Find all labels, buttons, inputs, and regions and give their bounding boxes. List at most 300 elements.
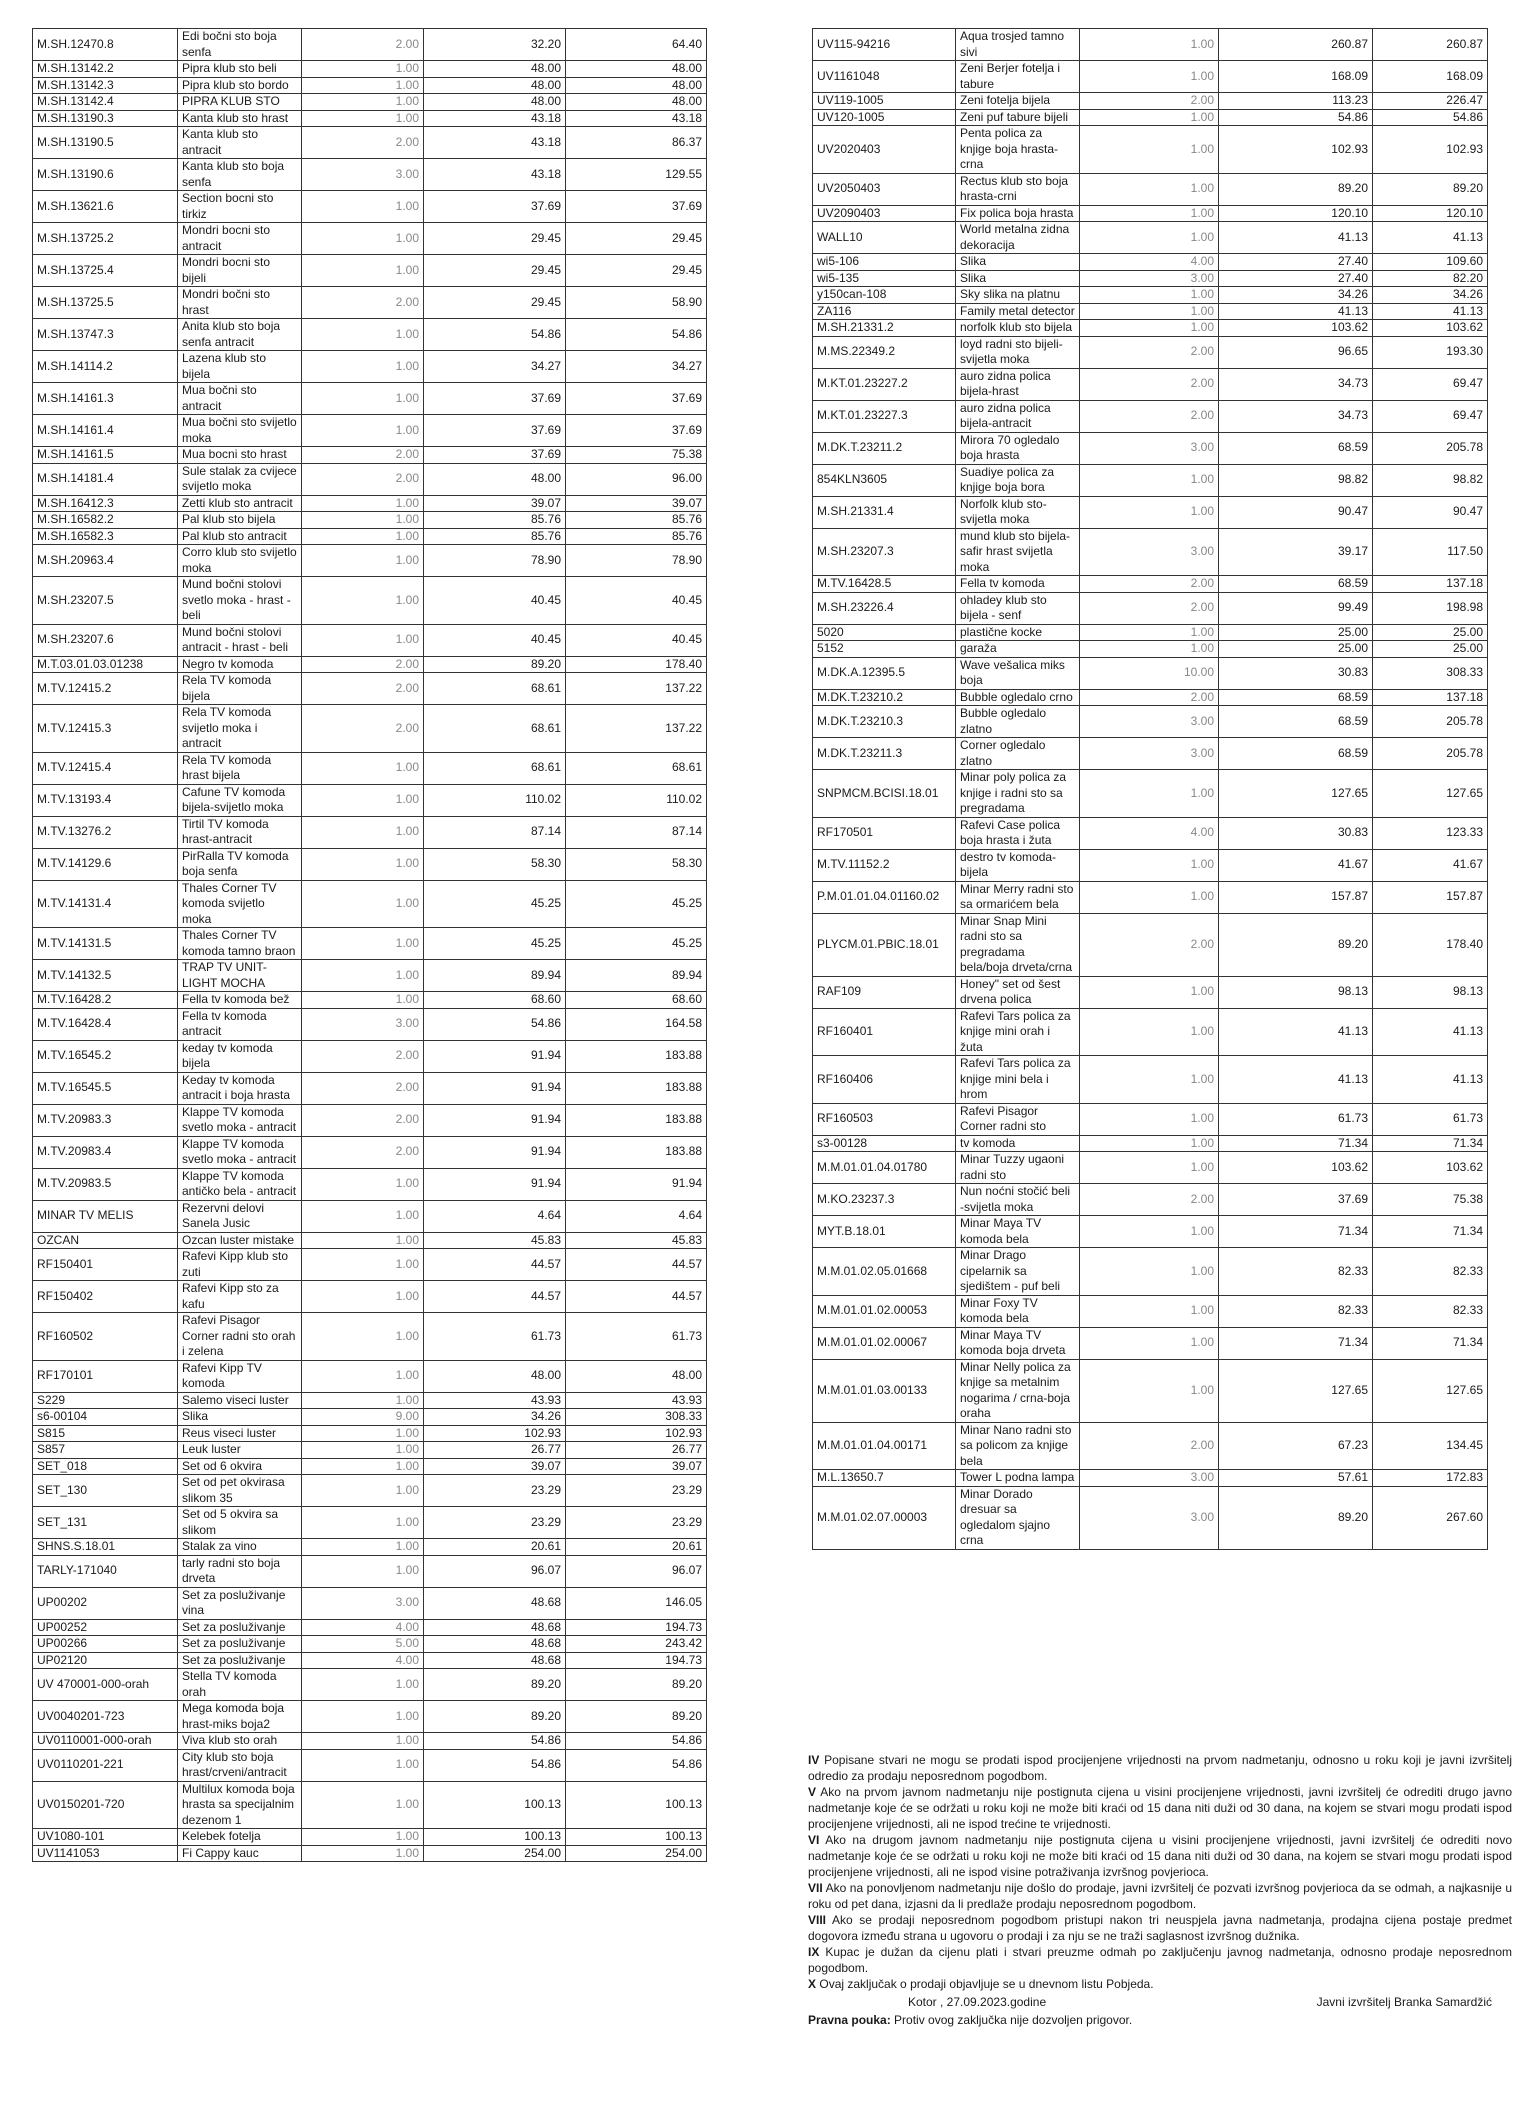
item-quantity: 1.00 [1080, 320, 1219, 337]
item-code: M.SH.13142.3 [33, 77, 178, 94]
item-code: M.SH.23226.4 [813, 592, 956, 624]
item-name: Nun noćni stočić beli -svijetla moka [956, 1184, 1080, 1216]
item-unit-price: 71.34 [1219, 1327, 1373, 1359]
item-name: Set za posluživanje [178, 1619, 302, 1636]
item-name: Rela TV komoda hrast bijela [178, 752, 302, 784]
item-name: Section bocni sto tirkiz [178, 191, 302, 223]
item-quantity: 1.00 [302, 960, 424, 992]
item-code: M.TV.16545.2 [33, 1040, 178, 1072]
item-name: keday tv komoda bijela [178, 1040, 302, 1072]
item-code: UV1141053 [33, 1845, 178, 1862]
item-unit-price: 34.27 [424, 351, 566, 383]
item-unit-price: 100.13 [424, 1829, 566, 1846]
item-name: PirRalla TV komoda boja senfa [178, 848, 302, 880]
item-name: PIPRA KLUB STO [178, 94, 302, 111]
note-text: Kupac je dužan da cijenu plati i stvari preuzme odmah po zaključenju javnog nadmetanja, odnosno prodaje neposrednom pogodbom. [808, 1945, 1512, 1975]
item-unit-price: 71.34 [1219, 1135, 1373, 1152]
item-quantity: 1.00 [1080, 205, 1219, 222]
item-quantity: 2.00 [1080, 400, 1219, 432]
item-quantity: 1.00 [302, 816, 424, 848]
item-total: 48.00 [566, 94, 707, 111]
item-quantity: 2.00 [302, 287, 424, 319]
item-code: M.M.01.01.02.00053 [813, 1295, 956, 1327]
table-row [33, 816, 707, 848]
item-total: 45.25 [566, 928, 707, 960]
table-row [33, 1636, 707, 1653]
item-name: Fi Cappy kauc [178, 1845, 302, 1862]
item-code: UV2020403 [813, 126, 956, 174]
item-unit-price: 113.23 [1219, 93, 1373, 110]
item-total: 69.47 [1373, 400, 1488, 432]
item-name: Slika [956, 270, 1080, 287]
item-total: 45.83 [566, 1232, 707, 1249]
item-code: MYT.B.18.01 [813, 1216, 956, 1248]
item-unit-price: 48.00 [424, 61, 566, 78]
item-name: Zeni puf tabure bijeli [956, 109, 1080, 126]
item-unit-price: 41.13 [1219, 1008, 1373, 1056]
legal-instruction [808, 2012, 1512, 2028]
item-quantity: 2.00 [1080, 592, 1219, 624]
item-quantity: 9.00 [302, 1409, 424, 1426]
item-name: Sule stalak za cvijece svijetlo moka [178, 463, 302, 495]
item-code: M.DK.T.23211.2 [813, 432, 956, 464]
item-total: 98.82 [1373, 464, 1488, 496]
legal-label: Pravna pouka: [808, 2013, 891, 2027]
item-unit-price: 68.59 [1219, 706, 1373, 738]
item-code: M.KT.01.23227.3 [813, 400, 956, 432]
item-unit-price: 29.45 [424, 255, 566, 287]
item-quantity: 1.00 [1080, 1248, 1219, 1296]
item-unit-price: 45.25 [424, 880, 566, 928]
table-row [813, 336, 1488, 368]
item-total: 87.14 [566, 816, 707, 848]
item-name: Lazena klub sto bijela [178, 351, 302, 383]
item-code: M.SH.13725.5 [33, 287, 178, 319]
table-row [813, 368, 1488, 400]
item-code: M.SH.16582.3 [33, 528, 178, 545]
item-quantity: 3.00 [1080, 738, 1219, 770]
item-name: Fella tv komoda [956, 576, 1080, 593]
item-total: 89.20 [566, 1669, 707, 1701]
table-row [33, 784, 707, 816]
item-unit-price: 40.45 [424, 624, 566, 656]
item-code: SET_131 [33, 1507, 178, 1539]
table-row [813, 817, 1488, 849]
table-row [33, 61, 707, 78]
table-row [33, 94, 707, 111]
note-text: Ako se prodaji neposrednom pogodbom pristupi nakon tri neuspjela javna nadmetanja, prodajna cijena postaje predmet dogovora između strana u ugovoru o prodaji i za nju se ne traži saglasnost izvršnog dužnika. [808, 1913, 1513, 1943]
item-total: 71.34 [1373, 1327, 1488, 1359]
item-total: 82.33 [1373, 1295, 1488, 1327]
item-quantity: 1.00 [1080, 624, 1219, 641]
item-code: M.SH.23207.3 [813, 528, 956, 576]
item-quantity: 1.00 [1080, 464, 1219, 496]
table-row [813, 61, 1488, 93]
item-code: M.SH.16582.2 [33, 512, 178, 529]
item-name: Ozcan luster mistake [178, 1232, 302, 1249]
item-name: garaža [956, 641, 1080, 658]
item-total: 85.76 [566, 528, 707, 545]
item-code: M.SH.13621.6 [33, 191, 178, 223]
item-unit-price: 96.07 [424, 1555, 566, 1587]
table-row [33, 1781, 707, 1829]
item-total: 44.57 [566, 1249, 707, 1281]
item-unit-price: 48.00 [424, 463, 566, 495]
item-name: Pipra klub sto beli [178, 61, 302, 78]
item-quantity: 1.00 [302, 545, 424, 577]
item-unit-price: 89.20 [1219, 1486, 1373, 1549]
item-total: 137.18 [1373, 576, 1488, 593]
table-row [813, 976, 1488, 1008]
item-total: 34.27 [566, 351, 707, 383]
item-name: Minar Snap Mini radni sto sa pregradama bela/boja drveta/crna [956, 913, 1080, 976]
item-code: UP00252 [33, 1619, 178, 1636]
item-total: 127.65 [1373, 1359, 1488, 1422]
item-name: Rafevi Tars polica za knjige mini bela i hrom [956, 1056, 1080, 1104]
item-quantity: 1.00 [1080, 1295, 1219, 1327]
item-unit-price: 68.59 [1219, 738, 1373, 770]
table-row [33, 1008, 707, 1040]
item-total: 103.62 [1373, 320, 1488, 337]
item-total: 48.00 [566, 77, 707, 94]
item-quantity: 1.00 [1080, 173, 1219, 205]
item-unit-price: 54.86 [424, 319, 566, 351]
item-name: Minar Dorado dresuar sa ogledalom sjajno crna [956, 1486, 1080, 1549]
item-name: Tower L podna lampa [956, 1470, 1080, 1487]
item-quantity: 1.00 [302, 255, 424, 287]
legal-text: Protiv ovog zaključka nije dozvoljen prigovor. [894, 2013, 1133, 2027]
table-row [33, 545, 707, 577]
table-row [813, 320, 1488, 337]
item-unit-price: 68.59 [1219, 432, 1373, 464]
item-quantity: 1.00 [302, 512, 424, 529]
table-row [813, 706, 1488, 738]
item-name: Mua bocni sto hrast [178, 447, 302, 464]
item-total: 96.00 [566, 463, 707, 495]
item-quantity: 1.00 [1080, 287, 1219, 304]
item-code: UP02120 [33, 1652, 178, 1669]
item-quantity: 1.00 [302, 1845, 424, 1862]
item-name: Rezervni delovi Sanela Jusic [178, 1200, 302, 1232]
item-total: 25.00 [1373, 641, 1488, 658]
item-unit-price: 85.76 [424, 528, 566, 545]
item-unit-price: 43.93 [424, 1392, 566, 1409]
item-unit-price: 87.14 [424, 816, 566, 848]
item-name: Mondri bocni sto bijeli [178, 255, 302, 287]
table-row [33, 1475, 707, 1507]
item-code: M.L.13650.7 [813, 1470, 956, 1487]
item-name: Corner ogledalo zlatno [956, 738, 1080, 770]
item-total: 29.45 [566, 223, 707, 255]
note-paragraph [808, 1880, 1512, 1912]
item-name: Leuk luster [178, 1442, 302, 1459]
item-name: Wave vešalica miks boja [956, 657, 1080, 689]
item-name: Slika [956, 254, 1080, 271]
item-quantity: 1.00 [302, 351, 424, 383]
item-total: 26.77 [566, 1442, 707, 1459]
item-name: Thales Corner TV komoda tamno braon [178, 928, 302, 960]
item-total: 75.38 [1373, 1184, 1488, 1216]
note-text: Ako na drugom javnom nadmetanju nije postignuta cijena u visini procijenjene vrijednosti, javni izvršitelj će odrediti novo nadmetanje koje će se održati u roku koji ne može biti kraći od 15 dana niti duži od 30 dana, na kojem se stvari mogu prodati ispod procijenjene vrijednosti, ali ne ispod visine potraživanja izvršnog povjerioca. [808, 1833, 1512, 1879]
table-row [813, 254, 1488, 271]
item-total: 102.93 [566, 1425, 707, 1442]
item-unit-price: 43.18 [424, 110, 566, 127]
item-unit-price: 40.45 [424, 577, 566, 625]
item-unit-price: 57.61 [1219, 1470, 1373, 1487]
note-paragraph [808, 1912, 1512, 1944]
note-number: VI [808, 1833, 820, 1847]
item-unit-price: 32.20 [424, 29, 566, 61]
item-quantity: 3.00 [302, 159, 424, 191]
item-quantity: 1.00 [302, 1829, 424, 1846]
item-quantity: 1.00 [302, 319, 424, 351]
note-number: VIII [808, 1913, 827, 1927]
item-quantity: 1.00 [302, 1733, 424, 1750]
item-quantity: 2.00 [302, 1040, 424, 1072]
item-unit-price: 71.34 [1219, 1216, 1373, 1248]
table-row [33, 705, 707, 753]
note-text: Popisane stvari ne mogu se prodati ispod procijenjene vrijednosti na prvom nadmetanju, odnosno u roku koji je javni izvršitelj odredio za prodaju neposrednom pogodbom. [808, 1753, 1512, 1783]
item-code: M.TV.12415.3 [33, 705, 178, 753]
item-quantity: 1.00 [302, 1442, 424, 1459]
table-row [813, 270, 1488, 287]
item-total: 146.05 [566, 1587, 707, 1619]
item-unit-price: 20.61 [424, 1539, 566, 1556]
item-name: Set za posluživanje [178, 1652, 302, 1669]
item-quantity: 2.00 [1080, 689, 1219, 706]
item-code: y150can-108 [813, 287, 956, 304]
item-name: Reus viseci luster [178, 1425, 302, 1442]
item-name: auro zidna polica bijela-hrast [956, 368, 1080, 400]
item-code: M.M.01.01.02.00067 [813, 1327, 956, 1359]
table-row [33, 1136, 707, 1168]
item-total: 198.98 [1373, 592, 1488, 624]
item-code: M.TV.14131.5 [33, 928, 178, 960]
item-name: Zetti klub sto antracit [178, 495, 302, 512]
item-name: Pipra klub sto bordo [178, 77, 302, 94]
item-total: 25.00 [1373, 624, 1488, 641]
item-name: Minar Nano radni sto sa policom za knjige bela [956, 1422, 1080, 1470]
table-row [33, 1749, 707, 1781]
item-quantity: 2.00 [302, 447, 424, 464]
note-paragraph [808, 1784, 1512, 1832]
item-unit-price: 27.40 [1219, 270, 1373, 287]
table-row [813, 496, 1488, 528]
item-code: M.TV.20983.4 [33, 1136, 178, 1168]
item-name: Rafevi Kipp sto za kafu [178, 1281, 302, 1313]
item-name: Mund bočni stolovi svetlo moka - hrast - beli [178, 577, 302, 625]
item-code: UV2050403 [813, 173, 956, 205]
item-code: M.TV.13193.4 [33, 784, 178, 816]
item-total: 226.47 [1373, 93, 1488, 110]
item-quantity: 1.00 [302, 1281, 424, 1313]
item-unit-price: 91.94 [424, 1104, 566, 1136]
item-name: Kanta klub sto boja senfa [178, 159, 302, 191]
item-name: Rafevi Kipp klub sto zuti [178, 1249, 302, 1281]
item-total: 308.33 [566, 1409, 707, 1426]
item-unit-price: 127.65 [1219, 770, 1373, 818]
table-row [33, 577, 707, 625]
legal-notes [808, 1752, 1512, 2028]
item-name: Pal klub sto antracit [178, 528, 302, 545]
item-unit-price: 89.94 [424, 960, 566, 992]
table-row [33, 223, 707, 255]
item-total: 100.13 [566, 1829, 707, 1846]
item-code: M.SH.13747.3 [33, 319, 178, 351]
item-name: Kelebek fotelja [178, 1829, 302, 1846]
item-total: 23.29 [566, 1475, 707, 1507]
table-row [33, 191, 707, 223]
item-name: Rectus klub sto boja hrasta-crni [956, 173, 1080, 205]
item-unit-price: 260.87 [1219, 29, 1373, 61]
item-name: Mund bočni stolovi antracit - hrast - beli [178, 624, 302, 656]
item-name: Rafevi Tars polica za knjige mini orah i žuta [956, 1008, 1080, 1056]
item-unit-price: 45.25 [424, 928, 566, 960]
item-code: 854KLN3605 [813, 464, 956, 496]
item-quantity: 5.00 [302, 1636, 424, 1653]
item-unit-price: 98.13 [1219, 976, 1373, 1008]
item-code: S857 [33, 1442, 178, 1459]
note-text: Ako na prvom javnom nadmetanju nije postignuta cijena u visini procijenjene vrijednosti, javni izvršitelj će odrediti drugo javno nadmetanje koje će se održati u roku koji ne može biti kraći od 15 dana niti duži od 30 dana, na kojem se stvari mogu prodati ispod procijenjene vrijednosti, ali ne ispod trećine te vrijednosti. [808, 1785, 1512, 1831]
item-total: 41.13 [1373, 303, 1488, 320]
table-row [813, 1135, 1488, 1152]
item-name: plastične kocke [956, 624, 1080, 641]
item-code: M.SH.23207.6 [33, 624, 178, 656]
item-total: 39.07 [566, 1458, 707, 1475]
item-quantity: 2.00 [302, 127, 424, 159]
item-quantity: 1.00 [302, 848, 424, 880]
table-row [33, 1360, 707, 1392]
table-row [33, 1619, 707, 1636]
left-inventory-column [32, 28, 707, 1862]
table-row [33, 992, 707, 1009]
item-unit-price: 85.76 [424, 512, 566, 529]
table-row [813, 528, 1488, 576]
item-unit-price: 89.20 [424, 1701, 566, 1733]
table-row [33, 1507, 707, 1539]
item-total: 120.10 [1373, 205, 1488, 222]
item-unit-price: 37.69 [424, 383, 566, 415]
item-name: Minar Drago cipelarnik sa sjedištem - puf beli [956, 1248, 1080, 1296]
item-total: 78.90 [566, 545, 707, 577]
table-row [813, 624, 1488, 641]
table-row [33, 1701, 707, 1733]
item-total: 82.20 [1373, 270, 1488, 287]
item-total: 54.86 [1373, 109, 1488, 126]
item-code: M.M.01.02.07.00003 [813, 1486, 956, 1549]
table-row [813, 1470, 1488, 1487]
item-quantity: 2.00 [1080, 576, 1219, 593]
item-code: wi5-135 [813, 270, 956, 287]
item-unit-price: 41.13 [1219, 303, 1373, 320]
item-name: Stalak za vino [178, 1539, 302, 1556]
item-code: M.SH.14181.4 [33, 463, 178, 495]
item-total: 4.64 [566, 1200, 707, 1232]
item-unit-price: 54.86 [424, 1733, 566, 1750]
item-name: destro tv komoda-bijela [956, 849, 1080, 881]
item-code: M.SH.14161.3 [33, 383, 178, 415]
item-code: M.DK.T.23210.2 [813, 689, 956, 706]
item-code: M.M.01.01.03.00133 [813, 1359, 956, 1422]
item-quantity: 1.00 [302, 624, 424, 656]
item-name: Aqua trosjed tamno sivi [956, 29, 1080, 61]
item-quantity: 1.00 [302, 1669, 424, 1701]
item-unit-price: 82.33 [1219, 1248, 1373, 1296]
item-quantity: 1.00 [1080, 1152, 1219, 1184]
table-row [33, 127, 707, 159]
item-code: PLYCM.01.PBIC.18.01 [813, 913, 956, 976]
item-code: SET_018 [33, 1458, 178, 1475]
item-code: M.TV.12415.4 [33, 752, 178, 784]
item-name: norfolk klub sto bijela [956, 320, 1080, 337]
item-code: s6-00104 [33, 1409, 178, 1426]
item-code: M.M.01.02.05.01668 [813, 1248, 956, 1296]
item-unit-price: 102.93 [1219, 126, 1373, 174]
table-row [813, 913, 1488, 976]
item-name: Suadiye polica za knjige boja bora [956, 464, 1080, 496]
item-quantity: 2.00 [302, 1136, 424, 1168]
table-row [33, 1392, 707, 1409]
item-unit-price: 45.83 [424, 1232, 566, 1249]
item-quantity: 1.00 [1080, 770, 1219, 818]
table-row [33, 287, 707, 319]
item-code: SHNS.S.18.01 [33, 1539, 178, 1556]
item-name: Mirora 70 ogledalo boja hrasta [956, 432, 1080, 464]
item-total: 183.88 [566, 1040, 707, 1072]
item-unit-price: 68.60 [424, 992, 566, 1009]
item-name: mund klub sto bijela-safir hrast svijetla moka [956, 528, 1080, 576]
item-total: 48.00 [566, 61, 707, 78]
item-code: 5152 [813, 641, 956, 658]
item-quantity: 1.00 [1080, 641, 1219, 658]
item-code: UV1080-101 [33, 1829, 178, 1846]
item-code: M.SH.21331.4 [813, 496, 956, 528]
item-code: M.TV.16428.4 [33, 1008, 178, 1040]
item-unit-price: 43.18 [424, 127, 566, 159]
item-code: M.SH.23207.5 [33, 577, 178, 625]
item-code: UV0150201-720 [33, 1781, 178, 1829]
item-name: Rela TV komoda svijetlo moka i antracit [178, 705, 302, 753]
item-name: Klappe TV komoda svetlo moka - antracit [178, 1136, 302, 1168]
item-code: RF170501 [813, 817, 956, 849]
item-total: 37.69 [566, 415, 707, 447]
table-row [813, 222, 1488, 254]
item-total: 183.88 [566, 1136, 707, 1168]
item-quantity: 2.00 [302, 29, 424, 61]
table-row [33, 656, 707, 673]
item-total: 58.90 [566, 287, 707, 319]
item-name: Zeni Berjer fotelja i tabure [956, 61, 1080, 93]
item-unit-price: 23.29 [424, 1507, 566, 1539]
item-unit-price: 68.61 [424, 705, 566, 753]
item-total: 89.20 [1373, 173, 1488, 205]
item-name: Mua bočni sto antracit [178, 383, 302, 415]
item-code: M.TV.14131.4 [33, 880, 178, 928]
table-row [33, 1200, 707, 1232]
item-quantity: 1.00 [302, 928, 424, 960]
table-row [813, 1295, 1488, 1327]
item-total: 20.61 [566, 1539, 707, 1556]
item-code: M.TV.11152.2 [813, 849, 956, 881]
item-code: RF160401 [813, 1008, 956, 1056]
item-code: WALL10 [813, 222, 956, 254]
item-total: 41.67 [1373, 849, 1488, 881]
item-code: UV2090403 [813, 205, 956, 222]
item-total: 102.93 [1373, 126, 1488, 174]
item-total: 205.78 [1373, 738, 1488, 770]
item-total: 61.73 [566, 1313, 707, 1361]
item-unit-price: 34.26 [424, 1409, 566, 1426]
